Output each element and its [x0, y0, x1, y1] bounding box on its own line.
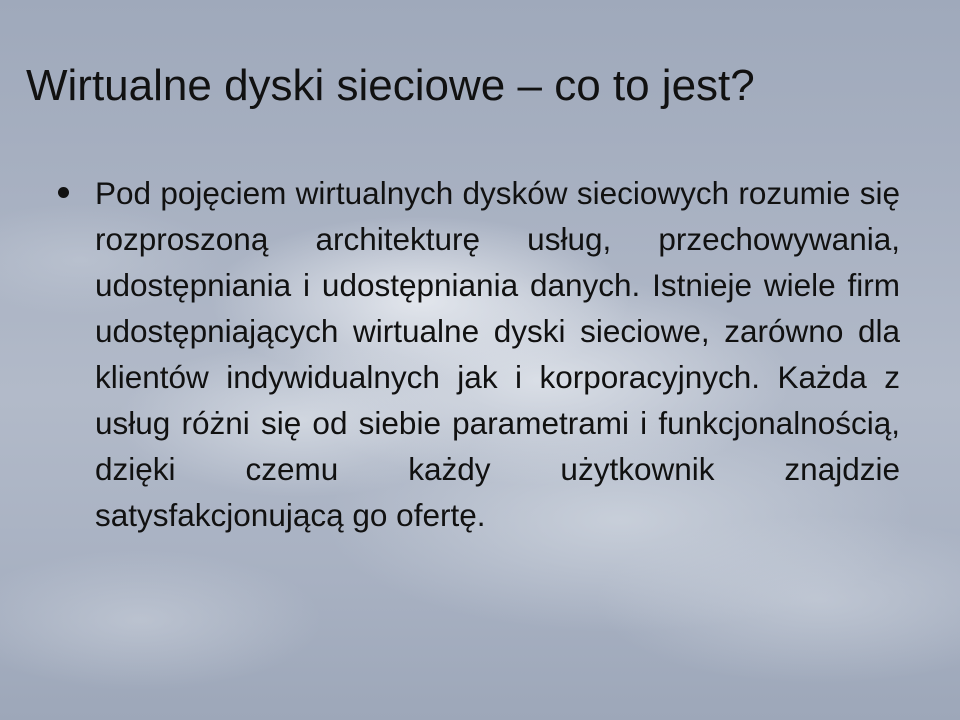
bullet-list — [58, 170, 900, 538]
bullet-text: Pod pojęciem wirtualnych dysków sieciowych rozumie się rozproszoną architekturę usług, przechowywania, udostępniania i udostępniania danych. Istnieje wiele firm udostępniających wirtualne dyski sieciowe, zarówno dla klientów indywidualnych jak i korporacyjnych. Każda z usług różni się od siebie parametrami i funkcjonalnością, dzięki czemu każdy użytkownik znajdzie satysfakcjonującą go ofertę. — [95, 175, 900, 533]
bullet-dot-icon — [58, 187, 69, 198]
bullet-item — [58, 170, 900, 538]
slide-title: Wirtualne dyski sieciowe – co to jest? — [26, 61, 755, 110]
